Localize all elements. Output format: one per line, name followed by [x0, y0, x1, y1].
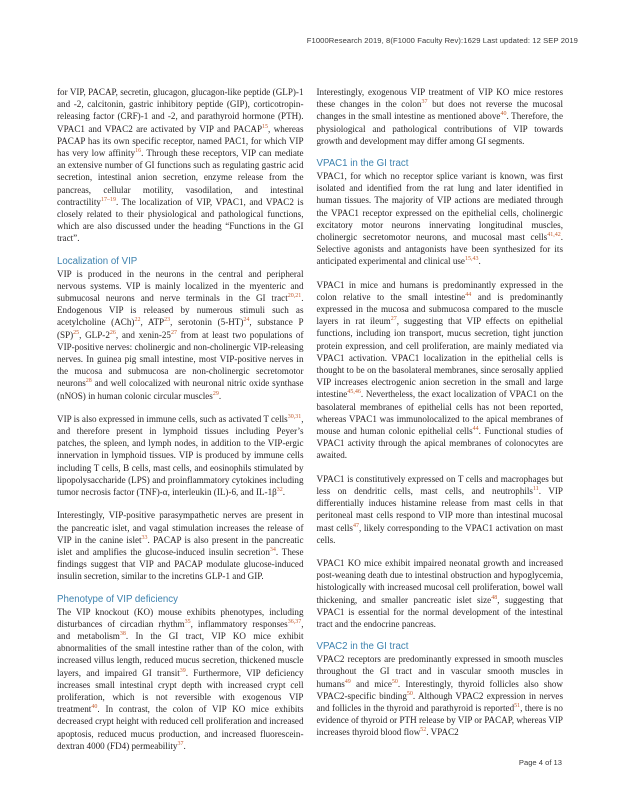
citation-reference-link[interactable]: 32 — [276, 487, 283, 494]
citation-reference-link[interactable]: 27 — [390, 316, 397, 323]
citation-reference-link[interactable]: 40 — [91, 704, 98, 711]
citation-reference-link[interactable]: 33 — [141, 534, 148, 541]
citation-reference-link[interactable]: 34 — [269, 546, 276, 553]
citation-reference-link[interactable]: 29 — [212, 390, 219, 397]
citation-reference-link[interactable]: 16 — [135, 147, 142, 154]
running-head-citation: F1000Research 2019, 8(F1000 Faculty Rev):1629 Last updated: 12 SEP 2019 — [306, 36, 578, 45]
two-column-body — [57, 86, 563, 752]
citation-reference-link[interactable]: 39 — [179, 667, 186, 674]
citation-reference-link[interactable]: 48 — [491, 594, 498, 601]
citation-reference-link[interactable]: 30,31 — [287, 413, 302, 420]
citation-reference-link[interactable]: 36,37 — [287, 618, 302, 625]
right-column — [317, 86, 564, 752]
citation-reference-link[interactable]: 37 — [421, 99, 428, 106]
section-heading: Localization of VIP — [57, 255, 138, 267]
citation-reference-link[interactable]: 47 — [352, 522, 359, 529]
citation-reference-link[interactable]: 49 — [344, 678, 351, 685]
citation-reference-link[interactable]: 15,43 — [464, 256, 479, 263]
citation-reference-link[interactable]: 45,46 — [347, 389, 361, 396]
citation-reference-link[interactable]: 35 — [184, 618, 191, 625]
citation-reference-link[interactable]: 23 — [164, 317, 171, 324]
citation-reference-link[interactable]: 37 — [177, 740, 184, 747]
citation-reference-link[interactable]: 15 — [262, 123, 269, 130]
citation-reference-link[interactable]: 52 — [420, 727, 427, 734]
paragraph: Interestingly, exogenous VIP treatment of VIP KO mice restores these changes in the colon$^{37}$ but does not reverse the mucosal changes in the small intestine as mentioned above$^{40}$. Therefore, the physiological and pathological contributions of VIP towards growth and development may differ among GI segments. — [316, 87, 563, 146]
paragraph: Interestingly, VIP-positive parasympathetic nerves are present in the pancreatic islet, and vagal stimulation increases the release of VIP in the canine islet$^{33}$. PACAP is also present in the pancreatic islet and amplifies the glucose-induced insulin secretion$^{34}$. These findings suggest that VIP and PACAP modulate glucose-induced insulin secretion, similar to the incretins GLP-1 and GIP. — [57, 510, 304, 582]
section-heading: Phenotype of VIP deficiency — [57, 593, 178, 605]
citation-reference-link[interactable]: 50 — [406, 690, 413, 697]
citation-reference-link[interactable]: 40 — [500, 111, 507, 118]
citation-reference-link[interactable]: 41,42 — [547, 232, 561, 238]
citation-reference-link[interactable]: 26 — [109, 329, 116, 336]
paragraph: VIP is produced in the neurons in the central and peripheral nervous systems. VIP is mainly localized in the myenteric and submucosal neurons and nerve terminals in the GI tract$^{20,21}$. Endogenous VIP is released by numerous stimuli such as acetylcholine (ACh)$^{22}$, ATP$^{23}$, serotonin (5-HT)$^{24}$, substance P (SP)$^{25}$, GLP-2$^{26}$, and xenin-25$^{27}$ from at least two populations of VIP-positive nerves: cholinergic and non-cholinergic VIP-releasing nerves. In guinea pig small intestine, most VIP-positive nerves in the mucosa and submucosa are non-cholinergic secretomotor neurons$^{28}$ and well colocalized with neuronal nitric oxide synthase (nNOS) in human colonic circular muscles$^{29}$. — [57, 268, 304, 401]
citation-reference-link[interactable]: 38 — [119, 630, 126, 637]
paragraph: VIP is also expressed in immune cells, such as activated T cells$^{30,31}$, and therefore present in lymphoid tissues including Peyer’s patches, the spleen, and lymph nodes, in addition to the VIP-ergic innervation in lymphoid tissues. VIP is produced by immune cells including T cells, B cells, mast cells, and eosinophils stimulated by lipopolysaccharide (LPS) and proinflammatory cytokines including tumor necrosis factor (TNF)-α, interleukin (IL)-6, and IL-1β$^{32}$. — [57, 413, 304, 498]
citation-reference-link[interactable]: 22 — [134, 317, 141, 324]
citation-reference-link[interactable]: 51 — [514, 702, 521, 709]
citation-reference-link[interactable]: 20,21 — [287, 293, 302, 300]
paragraph: VPAC2 receptors are predominantly expressed in smooth muscles throughout the GI tract and in vascular smooth muscles in humans$^{49}$ and mice$^{50}$. Interestingly, thyroid follicles also show VPAC2-specific binding$^{50}$. Although VPAC2 expression in nerves and follicles in the thyroid and parathyroid is reported$^{51}$, there is no evidence of thyroid or PTH release by VIP or PACAP, whereas VIP increases thyroid blood flow$^{52}$. VPAC2 — [316, 654, 564, 738]
citation-reference-link[interactable]: 50 — [391, 678, 398, 685]
citation-reference-link[interactable]: 27 — [170, 329, 177, 336]
section-heading: VPAC1 in the GI tract — [316, 158, 409, 170]
section-heading: VPAC2 in the GI tract — [316, 641, 409, 653]
left-column — [57, 86, 304, 752]
paragraph: VPAC1, for which no receptor splice variant is known, was first isolated and identified from the rat lung and later identified in human tissues. The majority of VIP actions are mediated through the VPAC1 receptor expressed on the epithelial cells, cholinergic excitatory motor neurons innervating longitudinal muscles, cholinergic secretomotor neurons, and mucosal mast cells$^{41,42}$. Selective agonists and antagonists have been synthesized for its anticipated experimental and clinical use$^{15,43}$. — [316, 171, 563, 267]
citation-reference-link[interactable]: 44 — [472, 426, 479, 433]
citation-reference-link[interactable]: 17–19 — [100, 196, 116, 203]
paragraph: VPAC1 is constitutively expressed on T cells and macrophages but less on dendritic cells, mast cells, and neutrophils$^{11}$. VIP differentially induces histamine release from mast cells in that peritoneal mast cells respond to VIP more than intestinal mucosal mast cells$^{47}$, likely corresponding to the VPAC1 activation on mast cells. — [316, 473, 563, 545]
paragraph: VPAC1 in mice and humans is predominantly expressed in the colon relative to the small intestine$^{44}$ and is predominantly expressed in the mucosa and submucosa compared to the muscle layers in rat ileum$^{27}$, suggesting that VIP effects on epithelial functions, including ion transport, mucus secretion, tight junction protein expression, and cell proliferation, are mainly mediated via VPAC1 activation. VPAC1 localization in the epithelial cells is thought to be on the basolateral membranes, since serosally applied VIP increases electrogenic anion secretion in the small and large intestine$^{45,46}$. Nevertheless, the exact localization of VPAC1 on the basolateral membranes of epithelial cells has not been reported, whereas VPAC1 was immunolocalized to the apical membranes of mouse and human colonic epithelial cells$^{44}$. Functional studies of VPAC1 activity through the apical membranes of colonocytes are awaited. — [316, 279, 564, 461]
paragraph: for VIP, PACAP, secretin, glucagon, glucagon-like peptide (GLP)-1 and -2, calcitonin, gastric inhibitory peptide (GIP), corticotropin-releasing factor (CRF)-1 and -2, and parathyroid hormone (PTH). VPAC1 and VPAC2 are activated by VIP and PACAP$^{15}$, whereas PACAP has its own specific receptor, named PAC1, for which VIP has very low affinity$^{16}$. Through these receptors, VIP can mediate an extensive number of GI functions such as regulating gastric acid secretion, intestinal anion secretion, enzyme release from the pancreas, cellular motility, vasodilation, and intestinal contractility$^{17-19}$. The localization of VIP, VPAC1, and VPAC2 is closely related to their physiological and pathological functions, which are also discussed under the heading “Functions in the GI tract”. — [57, 87, 304, 244]
citation-reference-link[interactable]: 44 — [465, 291, 472, 298]
citation-reference-link[interactable]: 11 — [532, 485, 539, 492]
citation-reference-link[interactable]: 25 — [73, 329, 80, 336]
citation-reference-link[interactable]: 24 — [243, 317, 250, 324]
paragraph: The VIP knockout (KO) mouse exhibits phenotypes, including disturbances of circadian rhythm$^{35}$, inflammatory responses$^{36,37}$, and metabolism$^{38}$. In the GI tract, VIP KO mice exhibit abnormalities of the small intestine rather than of the colon, with increased villus length, reduced mucus secretion, thickened muscle layers, and impaired GI transit$^{39}$. Furthermore, VIP deficiency increases small intestinal crypt depth with increased crypt cell proliferation, which is not reversible with exogenous VIP treatment$^{40}$. In contrast, the colon of VIP KO mice exhibits decreased crypt height with reduced cell proliferation and increased apoptosis, reduced mucus production, and increased fluorescein-dextran 4000 (FD4) permeability$^{37}$. — [57, 606, 304, 751]
citation-reference-link[interactable]: 28 — [85, 378, 92, 385]
paragraph: VPAC1 KO mice exhibit impaired neonatal growth and increased post-weaning death due to intestinal obstruction and hypoglycemia, histologically with increased mucosal cell proliferation, bowel wall thickening, and smaller pancreatic islet size$^{48}$, suggesting that VPAC1 is essential for the normal development of the intestinal tract and the endocrine pancreas. — [316, 557, 564, 629]
page-number: Page 4 of 13 — [518, 758, 562, 767]
